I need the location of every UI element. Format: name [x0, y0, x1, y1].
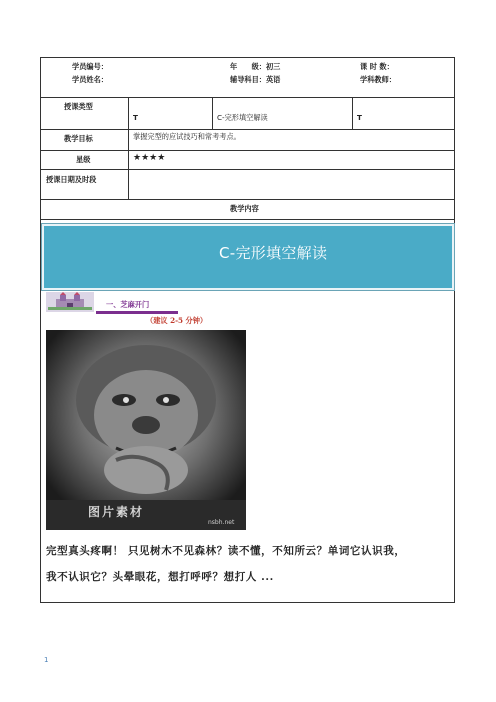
- row-divider: [40, 150, 455, 151]
- body-text-line-2: 我不认识它？头晕眼花，想打呼呼？想打人 ...: [46, 571, 274, 583]
- photo-site: nsbh.net: [208, 519, 235, 526]
- subject-label: 辅导科目：英语: [230, 75, 281, 84]
- body-text-line-1: 完型真头疼啊！ 只见树木不见森林？读不懂，不知所云？单词它认识我，: [46, 545, 406, 557]
- course-type-label: 授课类型: [64, 102, 93, 111]
- column-divider: [128, 97, 129, 199]
- teacher-label: 学科教师：: [360, 75, 396, 84]
- course-type-value: T: [133, 113, 138, 122]
- goal-value: 掌握完型的应试技巧和常考考点。: [133, 132, 241, 141]
- section-suggestion: （建议 2-5 分钟）: [146, 316, 208, 325]
- goal-label: 教学目标: [64, 134, 93, 143]
- row-divider: [40, 97, 455, 98]
- topic-banner: [42, 224, 454, 290]
- topic-value: C-完形填空解读: [217, 113, 268, 122]
- column-divider: [352, 97, 353, 129]
- row-divider: [40, 169, 455, 170]
- level-label: 星级: [76, 155, 91, 164]
- grade-label: 年 级：初三: [230, 62, 281, 71]
- orangutan-photo: [46, 330, 246, 530]
- level-stars: ★★★★: [133, 153, 166, 163]
- column-divider: [212, 97, 213, 129]
- course-type-value-2: T: [357, 113, 362, 122]
- photo-watermark: 图片素材: [88, 505, 145, 519]
- row-divider: [40, 199, 455, 200]
- banner-title: C-完形填空解读: [219, 244, 328, 262]
- student-name-label: 学员姓名：: [72, 75, 108, 84]
- page-number: 1: [44, 656, 49, 664]
- row-divider: [40, 129, 455, 130]
- castle-icon: [46, 292, 94, 312]
- content-label: 教学内容: [230, 204, 259, 213]
- row-divider: [40, 219, 455, 220]
- student-id-label: 学员编号：: [72, 62, 108, 71]
- section-underline: [96, 311, 178, 314]
- date-label: 授课日期及时段: [46, 175, 97, 184]
- section-heading: 一、芝麻开门: [106, 300, 150, 309]
- hours-label: 课 时 数：: [360, 62, 394, 71]
